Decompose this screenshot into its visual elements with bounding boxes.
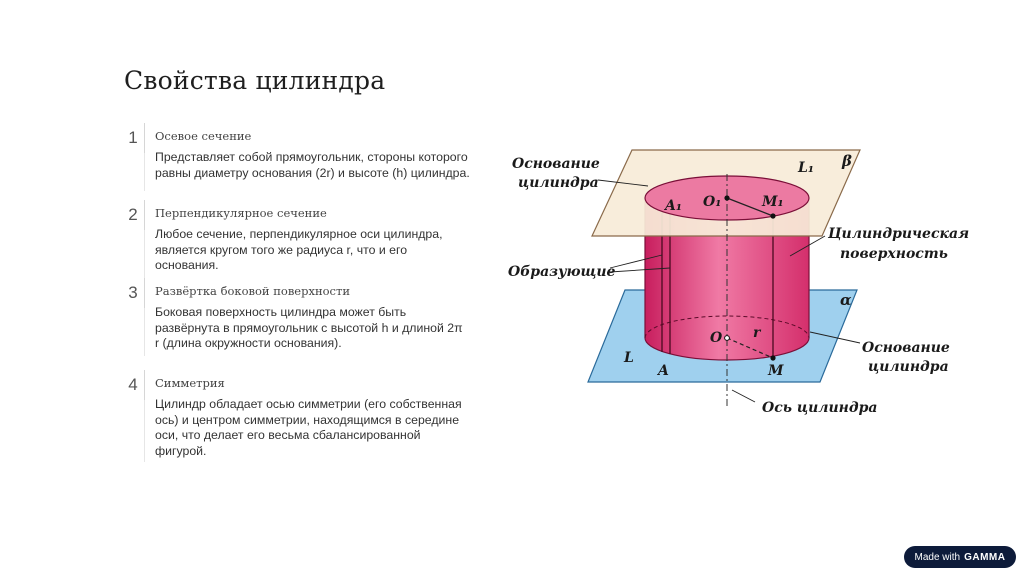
item-title: Развёртка боковой поверхности [155, 284, 351, 298]
point-m [770, 355, 775, 360]
item-divider [144, 230, 145, 278]
item-number: 1 [122, 123, 145, 153]
point-label-alpha: α [840, 291, 852, 309]
cylinder-diagram [500, 140, 1000, 425]
item-title: Осевое сечение [155, 129, 252, 143]
property-item-perpendicular-section [122, 200, 478, 280]
item-title: Симметрия [155, 376, 225, 390]
label-generators: Образующие [508, 264, 616, 280]
point-label-o1: O₁ [703, 194, 722, 210]
item-number: 3 [122, 278, 145, 308]
label-top-base-1: Основание [512, 156, 600, 172]
made-with-gamma-badge[interactable] [904, 546, 1016, 568]
item-text: Любое сечение, перпендикулярное оси цилиндра, является кругом того же радиуса r, что и его основания. [155, 227, 443, 272]
cylinder-diagram-svg [500, 140, 1000, 425]
label-bottom-base-2: цилиндра [868, 359, 949, 375]
point-o1 [724, 195, 729, 200]
item-number: 4 [122, 370, 145, 400]
point-label-l1: L₁ [798, 160, 814, 176]
page-title: Свойства цилиндра [124, 66, 386, 95]
label-surface-1: Цилиндрическая [828, 226, 970, 242]
label-surface-2: поверхность [840, 246, 948, 262]
label-axis: Ось цилиндра [762, 400, 878, 416]
item-divider [144, 308, 145, 356]
item-title: Перпендикулярное сечение [155, 206, 327, 220]
point-m1 [770, 213, 775, 218]
point-label-m: M [768, 363, 784, 379]
item-number: 2 [122, 200, 145, 230]
point-label-l: L [624, 350, 634, 366]
label-top-base-2: цилиндра [518, 175, 599, 191]
property-item-axial-section [122, 123, 478, 193]
point-label-o: O [710, 330, 723, 346]
point-label-m1: M₁ [762, 194, 784, 210]
item-divider [144, 153, 145, 191]
item-text: Представляет собой прямоугольник, стороны которого равны диаметру основания (2r) и высоте (h) цилиндра. [155, 150, 470, 180]
point-o [725, 336, 730, 341]
point-label-beta: β [842, 152, 852, 170]
badge-prefix: Made with [914, 551, 961, 563]
item-text: Боковая поверхность цилиндра может быть развёрнута в прямоугольник с высотой h и длиной 2π r (длина окружности основания). [155, 305, 463, 350]
label-bottom-base-1: Основание [862, 340, 950, 356]
leader-axis [732, 390, 755, 402]
point-label-r: r [753, 325, 761, 341]
property-item-symmetry [122, 370, 478, 465]
point-label-a1: A₁ [665, 198, 682, 214]
badge-brand: GAMMA [964, 551, 1006, 563]
point-label-a: A [658, 363, 669, 379]
item-divider [144, 400, 145, 462]
item-text: Цилиндр обладает осью симметрии (его собственная ось) и центром симметрии, находящимся в середине оси, что делает его весьма сбалансированной фигурой. [155, 397, 462, 458]
property-item-lateral-development [122, 278, 478, 358]
